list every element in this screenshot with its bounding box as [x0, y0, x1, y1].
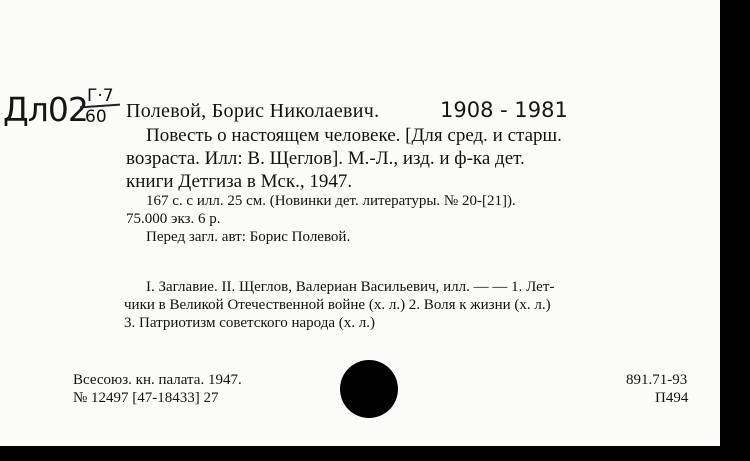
title-line-1: Повесть о настоящем человеке. [Для сред. и старш.	[146, 125, 562, 146]
shelf-mark: Дл02	[3, 90, 88, 129]
book-chamber-line-2: № 12497 [47-18433] 27	[73, 390, 219, 406]
subjects-line-1: I. Заглавие. II. Щеглов, Валериан Васильевич, илл. — — 1. Лет-	[146, 279, 555, 295]
author-mark: П494	[655, 390, 689, 406]
classification-number: 891.71-93	[626, 372, 688, 388]
author-heading: Полевой, Борис Николаевич.	[126, 100, 380, 122]
subjects-line-2: чики в Великой Отечественной войне (х. л.) 2. Воля к жизни (х. л.)	[124, 297, 551, 313]
description-line-1: 167 с. с илл. 25 см. (Новинки дет. литературы. № 20-[21]).	[146, 193, 516, 209]
title-line-3: книги Детгиза в Мск., 1947.	[126, 171, 353, 192]
description-line-2: 75.000 экз. 6 р.	[126, 211, 221, 227]
punch-hole	[340, 360, 398, 418]
index-top: Г·7	[87, 86, 114, 106]
title-line-2: возраста. Илл: В. Щеглов]. М.-Л., изд. и ф-ка дет.	[126, 148, 525, 169]
note-line: Перед загл. авт: Борис Полевой.	[146, 229, 351, 245]
author-years: 1908 - 1981	[440, 98, 568, 122]
index-bottom: 60	[85, 107, 107, 127]
book-chamber-line-1: Всесоюз. кн. палата. 1947.	[73, 372, 242, 388]
subjects-line-3: 3. Патриотизм советского народа (х. л.)	[124, 315, 375, 331]
